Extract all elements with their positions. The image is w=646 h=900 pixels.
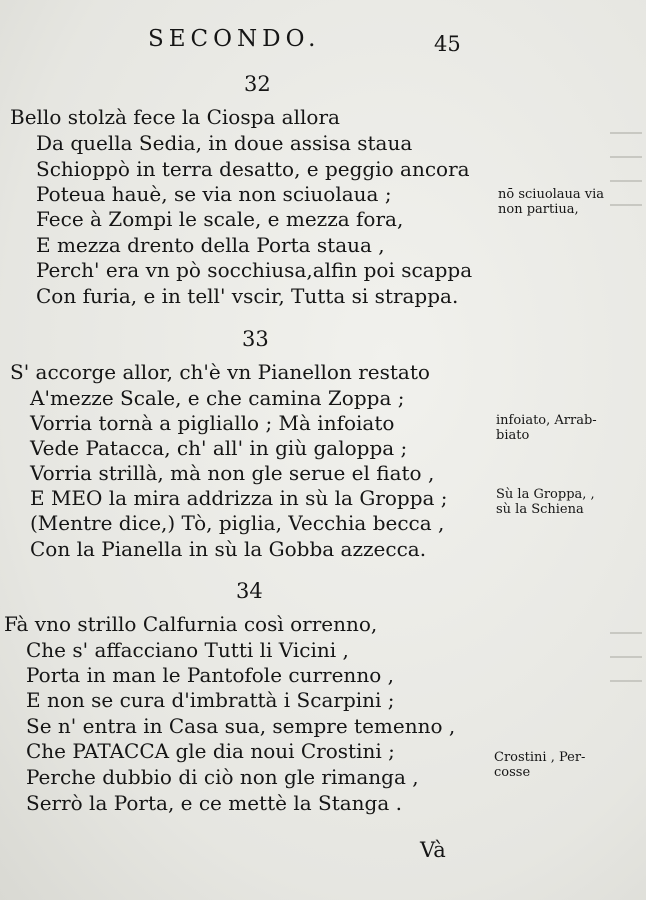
verse-line: Serrò la Porta, e ce mettè la Stanga . [26,791,402,815]
verse-line: S' accorge allor, ch'è vn Pianellon restato [10,360,430,384]
stanza-number: 32 [244,72,271,96]
verse-line: Bello stolzà fece la Ciospa allora [10,105,340,129]
margin-gloss [496,413,597,443]
verse-line: Che PATACCA gle dia noui Crostini ; [26,739,395,763]
gloss-line: nō sciuolaua via [498,187,605,202]
verse-line: (Mentre dice,) Tò, piglia, Vecchia becca , [30,511,445,535]
catchword: Và [420,838,446,862]
verse-line: A'mezze Scale, e che camina Zoppa ; [30,386,405,410]
verse-line: Con la Pianella in sù la Gobba azzecca. [30,537,427,561]
verse-line: Se n' entra in Casa sua, sempre temenno , [26,714,456,738]
verse-line: Vorria strillà, mà non gle serue el fiato , [30,461,435,485]
margin-gloss [496,487,595,517]
gloss-line: sù la Schiena [496,502,584,517]
verse-line: Vorria tornà a pigliallo ; Mà infoiato [30,411,395,435]
margin-gloss [494,750,585,780]
verse-line: Poteua hauè, se via non sciuolaua ; [36,182,392,206]
verse-line: Vede Patacca, ch' all' in giù galoppa ; [30,436,408,460]
gloss-line: non partiua, [498,202,579,217]
verse-line: Fece à Zompi le scale, e mezza fora, [36,207,404,231]
page-number: 45 [434,32,461,56]
verse-line: E MEO la mira addrizza in sù la Groppa ; [30,486,448,510]
gloss-line: cosse [494,765,531,780]
margin-gloss [498,187,604,217]
verse-line: Porta in man le Pantofole currenno , [26,663,394,687]
verse-line: Perch' era vn pò socchiusa,alfin poi scappa [36,258,473,282]
bleed-through-texture [606,610,646,720]
stanza-number: 34 [236,579,263,603]
bleed-through-texture [606,110,646,240]
gloss-line: biato [496,428,530,443]
verse-line: Fà vno strillo Calfurnia così orrenno, [4,612,378,636]
verse-line: Perche dubbio di ciò non gle rimanga , [26,765,419,789]
running-head: SECONDO. [148,26,321,52]
verse-line: Da quella Sedia, in doue assisa staua [36,131,413,155]
gloss-line: infoiato, Arrab- [496,413,597,428]
verse-line: E non se cura d'imbrattà i Scarpini ; [26,688,395,712]
verse-line: Schioppò in terra desatto, e peggio ancora [36,157,470,181]
gloss-line: Sù la Groppa, , [496,487,595,502]
stanza-number: 33 [242,327,269,351]
verse-line: Con furia, e in tell' vscir, Tutta si strappa. [36,284,459,308]
verse-line: E mezza drento della Porta staua , [36,233,385,257]
verse-line: Che s' affacciano Tutti li Vicini , [26,638,349,662]
gloss-line: Crostini , Per- [494,750,586,765]
